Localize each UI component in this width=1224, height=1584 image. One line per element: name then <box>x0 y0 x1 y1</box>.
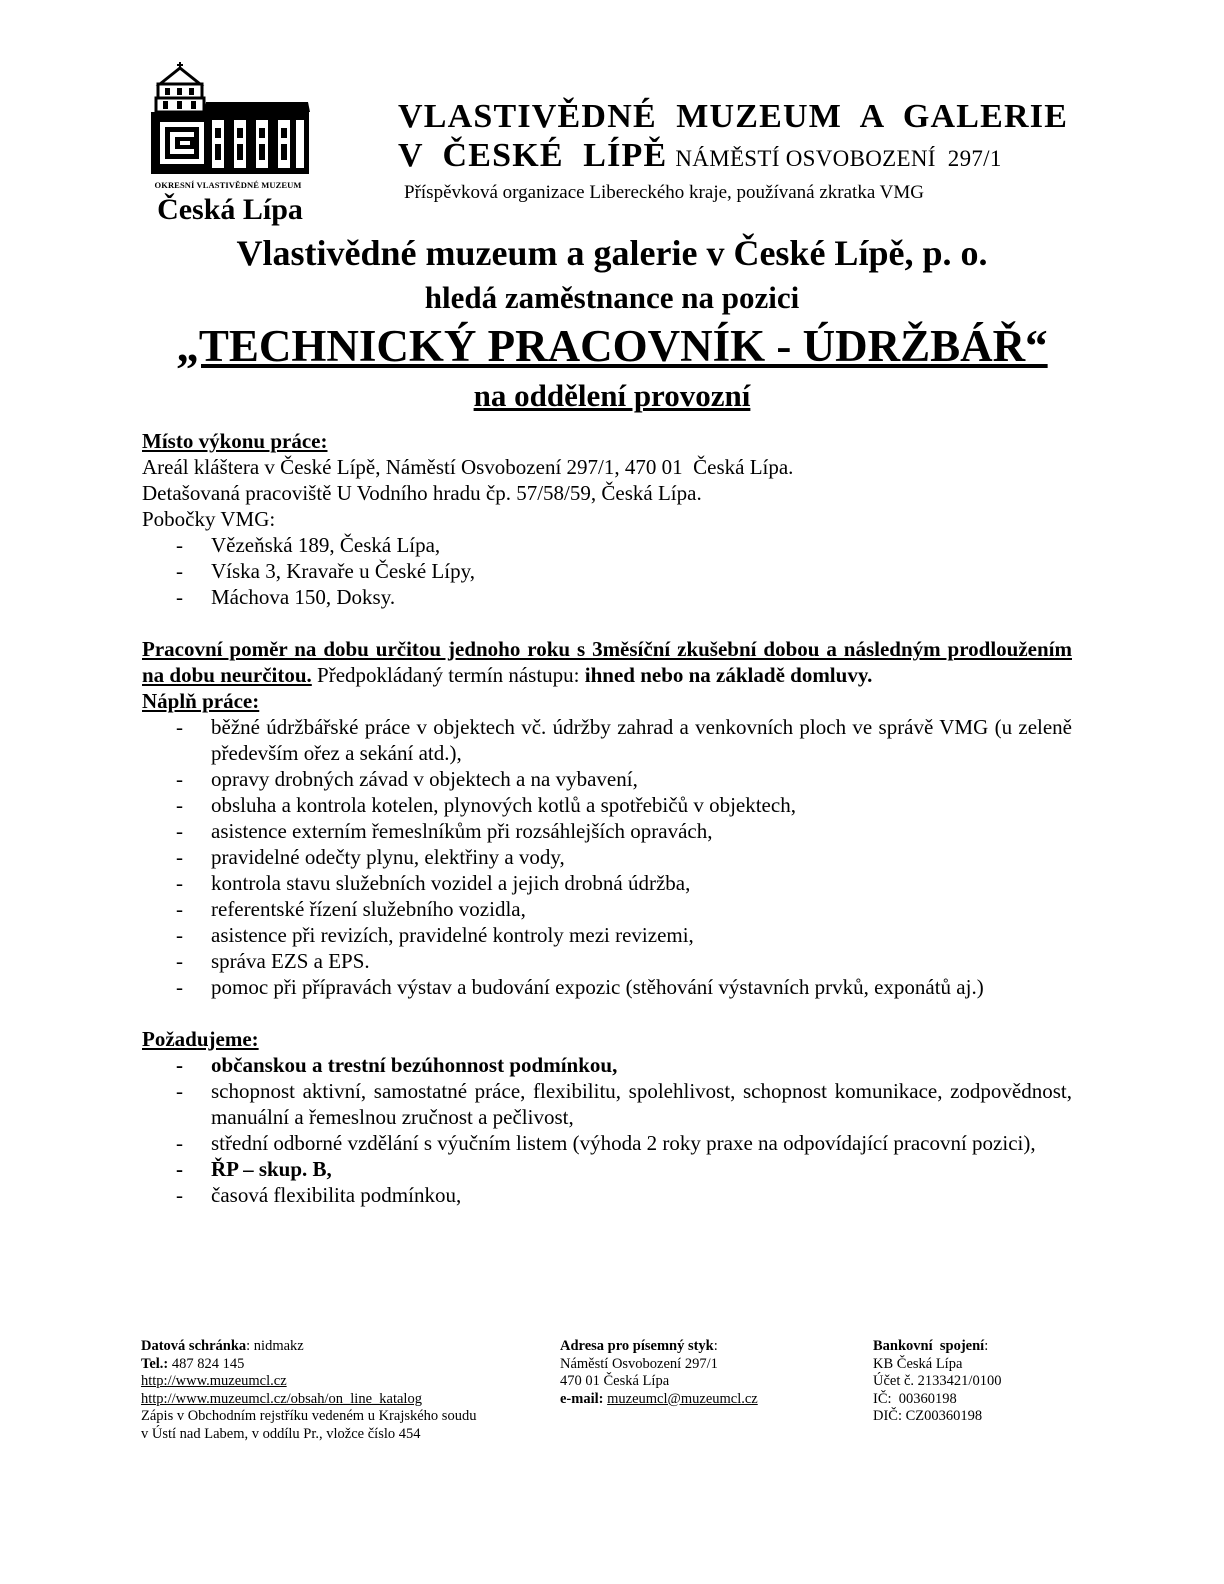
list-item: - referentské řízení služebního vozidla, <box>142 896 1072 922</box>
duties-heading: Náplň práce: <box>142 689 260 713</box>
list-item: - obsluha a kontrola kotelen, plynových kotlů a spotřebičů v objektech, <box>142 792 1072 818</box>
contract-start-value: ihned nebo na základě domluvy. <box>584 663 873 687</box>
museum-logo <box>140 62 320 224</box>
registry-line-2: v Ústí nad Labem, v oddílu Pr., vložce číslo 454 <box>141 1425 421 1442</box>
location-heading: Místo výkonu práce: <box>142 429 328 453</box>
list-item: - asistence při revizích, pravidelné kontroly mezi revizemi, <box>142 922 1072 948</box>
list-item: - pravidelné odečty plynu, elektřiny a vody, <box>142 844 1072 870</box>
seeking-line: hledá zaměstnance na pozici <box>424 280 800 315</box>
location-line-3: Pobočky VMG: <box>142 507 276 531</box>
phone-label: Tel.: <box>141 1355 169 1372</box>
logo-caption: OKRESNÍ VLASTIVĚDNÉ MUZEUM <box>154 180 302 190</box>
letterhead-address: NÁMĚSTÍ OSVOBOZENÍ 297/1 <box>675 146 1002 171</box>
letterhead-organization-note: Příspěvková organizace Libereckého kraje, používaná zkratka VMG <box>404 182 925 203</box>
letterhead-city-line <box>398 137 1002 175</box>
list-item: - opravy drobných závad v objektech a na vybavení, <box>142 766 1072 792</box>
footer-bank-column <box>873 1338 1001 1426</box>
list-item: - Máchova 150, Doksy. <box>142 584 1072 610</box>
letterhead-city: V ČESKÉ LÍPĚ <box>398 137 668 174</box>
list-item: - kontrola stavu služebních vozidel a jejich drobná údržba, <box>142 870 1072 896</box>
address-city: 470 01 Česká Lípa <box>560 1373 670 1390</box>
bank-heading-line <box>873 1338 1001 1356</box>
department-title: na oddělení provozní <box>473 378 751 413</box>
requirements-heading: Požadujeme: <box>142 1027 259 1051</box>
list-item: - Vězeňská 189, Česká Lípa, <box>142 532 1072 558</box>
list-item: - běžné údržbářské práce v objektech vč. údržby zahrad a venkovních ploch ve správě VMG (u zeleně především ořez a sekání atd.), <box>142 714 1072 766</box>
footer-address-column <box>560 1338 758 1408</box>
address-heading: Adresa pro písemný styk <box>560 1338 714 1354</box>
job-description <box>142 428 1072 1208</box>
logo-city-name: Česká Lípa <box>157 193 303 226</box>
letterhead-museum-name: VLASTIVĚDNÉ MUZEUM A GALERIE <box>398 98 1069 135</box>
email-line <box>560 1391 758 1409</box>
databox-label: Datová schránka <box>141 1338 247 1354</box>
footer-databox <box>141 1338 476 1356</box>
contract-start-label: Předpokládaný termín nástupu: <box>311 663 585 687</box>
position-title: „TECHNICKÝ PRACOVNÍK - ÚDRŽBÁŘ“ <box>176 321 1048 371</box>
list-item: - asistence externím řemeslníkům při rozsáhlejších opravách, <box>142 818 1072 844</box>
contract-paragraph <box>142 636 1072 688</box>
footer-phone <box>141 1356 476 1374</box>
address-heading-line <box>560 1338 758 1356</box>
requirements-list <box>142 1052 1072 1208</box>
footer-contact-column <box>141 1338 476 1444</box>
databox-value: : nidmakz <box>246 1338 304 1354</box>
email-link[interactable]: muzeumcl@muzeumcl.cz <box>607 1390 758 1407</box>
catalog-link[interactable]: http://www.muzeumcl.cz/obsah/on_line_katalog <box>141 1390 422 1407</box>
email-label: e-mail: <box>560 1390 604 1407</box>
address-heading-colon: : <box>713 1338 718 1354</box>
contract-terms: Pracovní poměr na dobu určitou jednoho roku s 3měsíční zkušební dobou a následným prodloužením na dobu neurčitou. <box>142 637 1072 687</box>
list-item: - střední odborné vzdělání s výučním listem (výhoda 2 roky praxe na odpovídající pracovní pozici), <box>142 1130 1072 1156</box>
phone-value: 487 824 145 <box>168 1355 245 1372</box>
list-item: - schopnost aktivní, samostatné práce, flexibilitu, spolehlivost, schopnost komunikace, zodpovědnost, manuální a řemeslnou zručnost a pečlivost, <box>142 1078 1072 1130</box>
website-link[interactable]: http://www.muzeumcl.cz <box>141 1373 287 1390</box>
registry-line-1: Zápis v Obchodním rejstříku vedeném u Krajského soudu <box>141 1408 477 1425</box>
list-item: - Víska 3, Kravaře u České Lípy, <box>142 558 1072 584</box>
location-line-1: Areál kláštera v České Lípě, Náměstí Osvobození 297/1, 470 01 Česká Lípa. <box>142 455 794 479</box>
location-line-2: Detašovaná pracoviště U Vodního hradu čp. 57/58/59, Česká Lípa. <box>142 481 702 505</box>
duties-list <box>142 714 1072 1000</box>
bank-heading-colon: : <box>984 1338 989 1354</box>
list-item: - pomoc při přípravách výstav a budování expozic (stěhování výstavních prvků, exponátů aj.) <box>142 974 1072 1000</box>
branch-list <box>142 532 1072 610</box>
bank-account: Účet č. 2133421/0100 <box>873 1373 1002 1390</box>
monastery-building-icon <box>148 62 312 178</box>
list-item: - ŘP – skup. B, <box>142 1156 1072 1182</box>
organization-title: Vlastivědné muzeum a galerie v České Lípě, p. o. <box>236 233 988 273</box>
list-item: - správa EZS a EPS. <box>142 948 1072 974</box>
company-id: IČ: 00360198 <box>873 1390 957 1407</box>
vat-id: DIČ: CZ00360198 <box>873 1408 983 1425</box>
bank-heading: Bankovní spojení <box>873 1338 985 1354</box>
address-street: Náměstí Osvobození 297/1 <box>560 1355 718 1372</box>
list-item: - časová flexibilita podmínkou, <box>142 1182 1072 1208</box>
bank-name: KB Česká Lípa <box>873 1355 963 1372</box>
list-item: - občanskou a trestní bezúhonnost podmínkou, <box>142 1052 1072 1078</box>
